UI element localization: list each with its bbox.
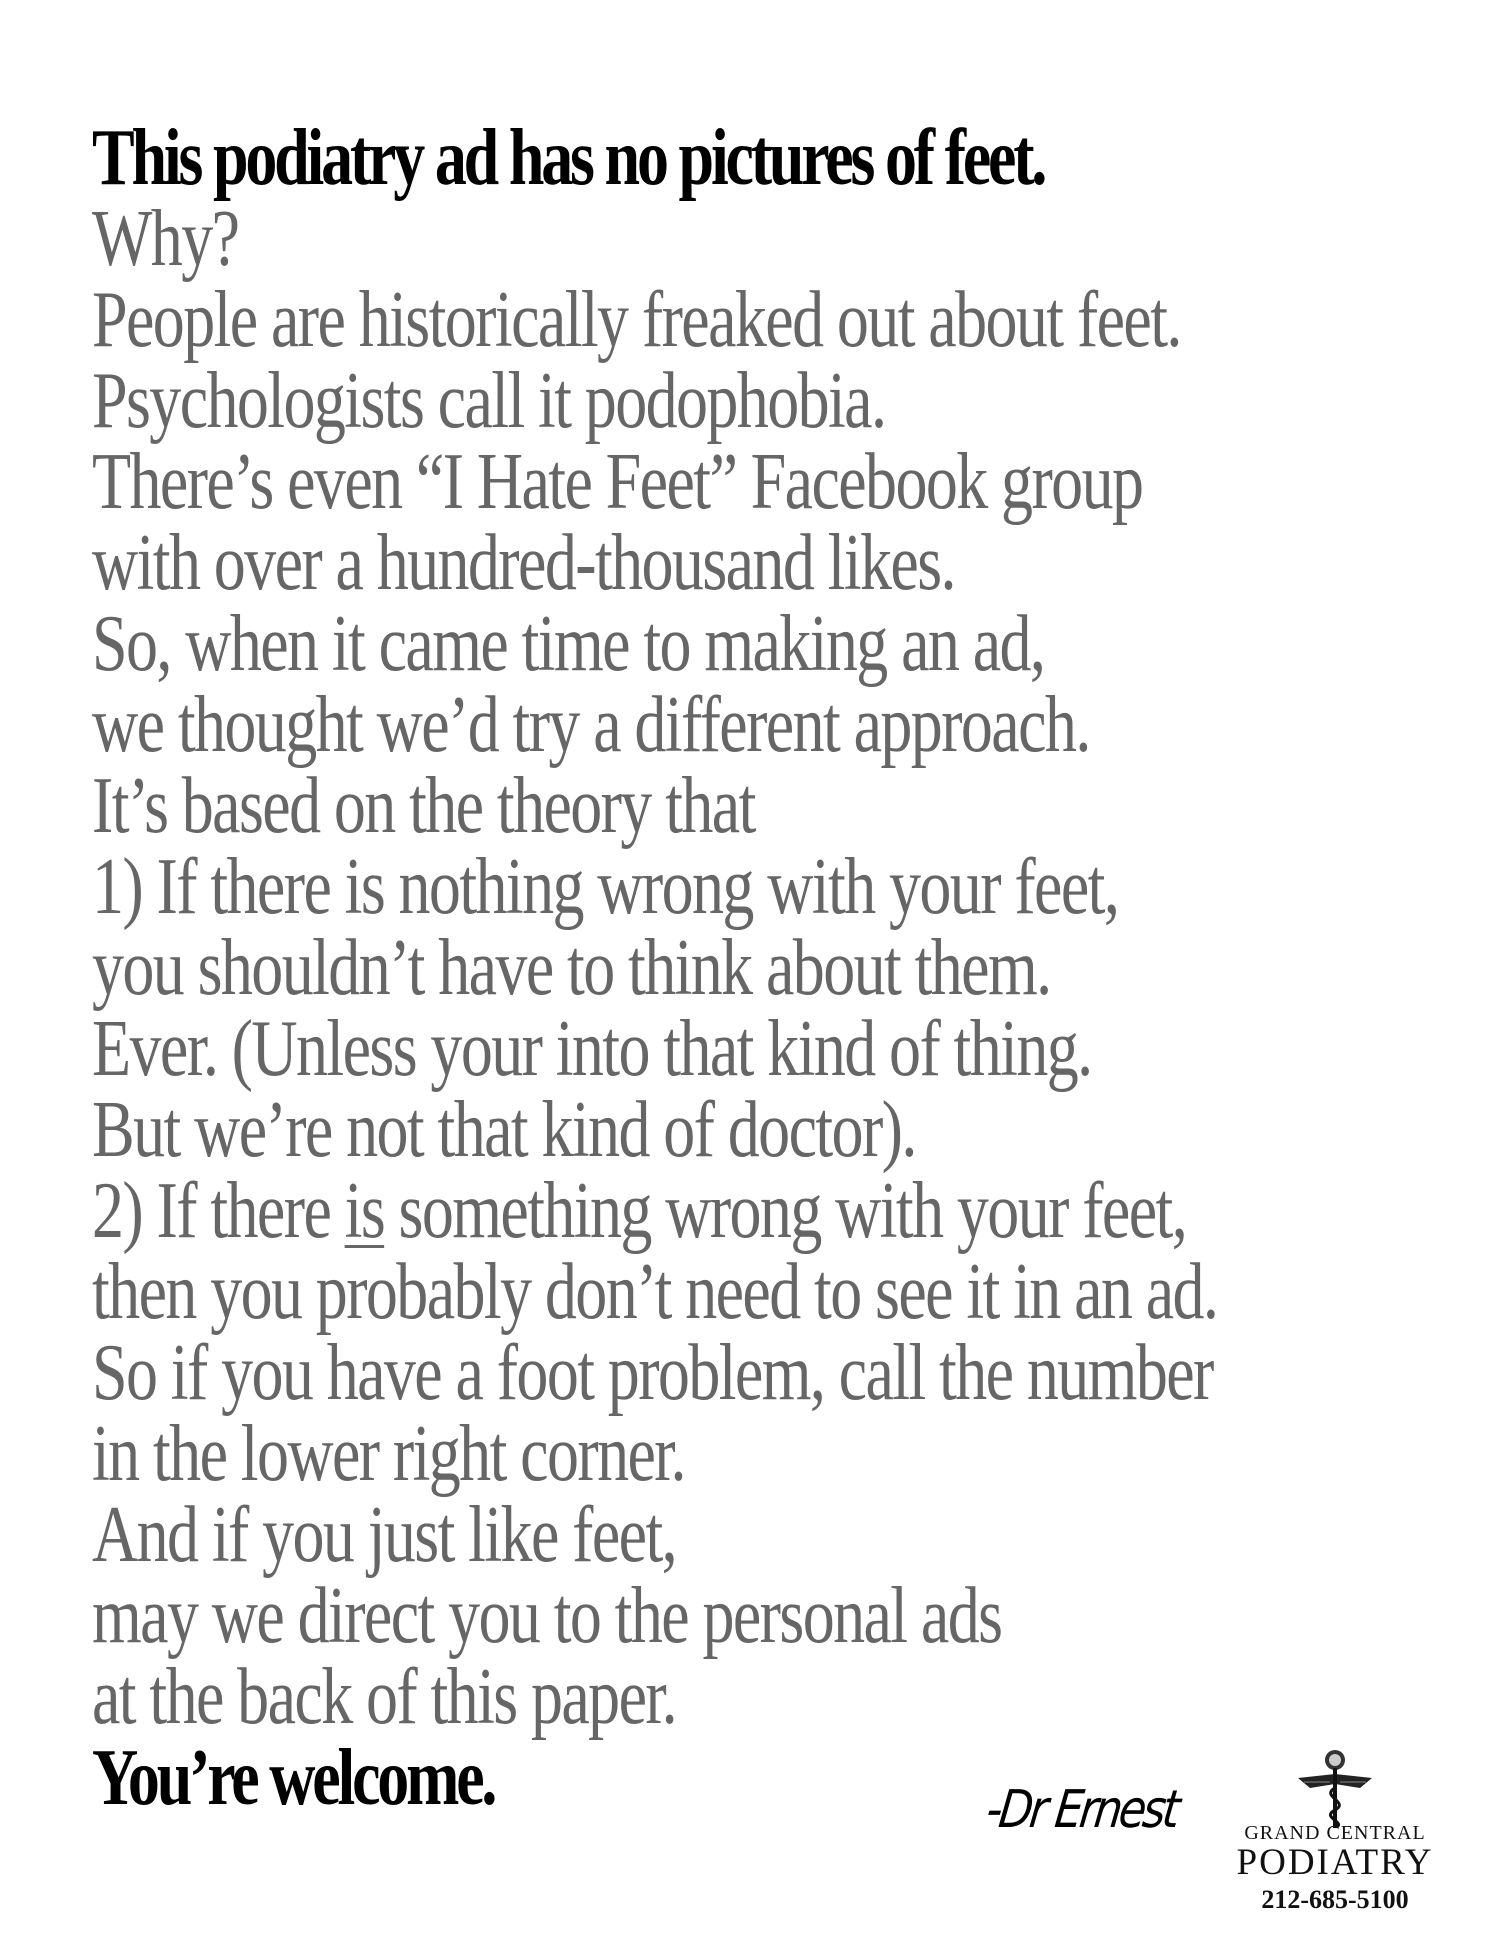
body-line: with over a hundred-thousand likes. [92, 519, 955, 607]
body-line: Ever. (Unless your into that kind of thing. [92, 1005, 1092, 1093]
underlined-word: is [344, 1167, 385, 1255]
body-line: may we direct you to the personal ads [92, 1572, 1002, 1660]
body-line-part: 2) If there [92, 1167, 345, 1255]
body-line-part: something wrong with your feet, [384, 1167, 1187, 1255]
body-line: There’s even “I Hate Feet” Facebook group [92, 438, 1143, 526]
caduceus-icon [1290, 1748, 1380, 1828]
body-line: So, when it came time to making an ad, [92, 600, 1045, 688]
body-line: then you probably don’t need to see it in an ad. [92, 1248, 1218, 1336]
body-line: Why? [92, 195, 239, 283]
logo-line-1: GRAND CENTRAL [1244, 1822, 1426, 1844]
body-line: at the back of this paper. [92, 1653, 676, 1741]
body-copy [92, 195, 1500, 1741]
body-line: But we’re not that kind of doctor). [92, 1086, 916, 1174]
body-line: And if you just like feet, [92, 1491, 677, 1579]
body-line: 1) If there is nothing wrong with your feet, [92, 843, 1119, 931]
logo-line-2: PODIATRY [1236, 1842, 1434, 1883]
grand-central-podiatry-logo [1235, 1748, 1435, 1915]
body-line [92, 1167, 1292, 1255]
body-line: So if you have a foot problem, call the number [92, 1329, 1213, 1417]
body-line: People are historically freaked out about feet. [92, 276, 1181, 364]
headline: This podiatry ad has no pictures of feet. [92, 114, 1045, 202]
ad-copy [92, 114, 1500, 1822]
closing-line: You’re welcome. [92, 1734, 495, 1822]
body-line: we thought we’d try a different approach. [92, 681, 1090, 769]
body-line: in the lower right corner. [92, 1410, 685, 1498]
body-line: Psychologists call it podophobia. [92, 357, 886, 445]
body-line: you shouldn’t have to think about them. [92, 924, 1051, 1012]
body-line: It’s based on the theory that [92, 762, 755, 850]
phone-number: 212-685-5100 [1261, 1885, 1409, 1914]
signature: -Dr Ernest [983, 1780, 1181, 1840]
